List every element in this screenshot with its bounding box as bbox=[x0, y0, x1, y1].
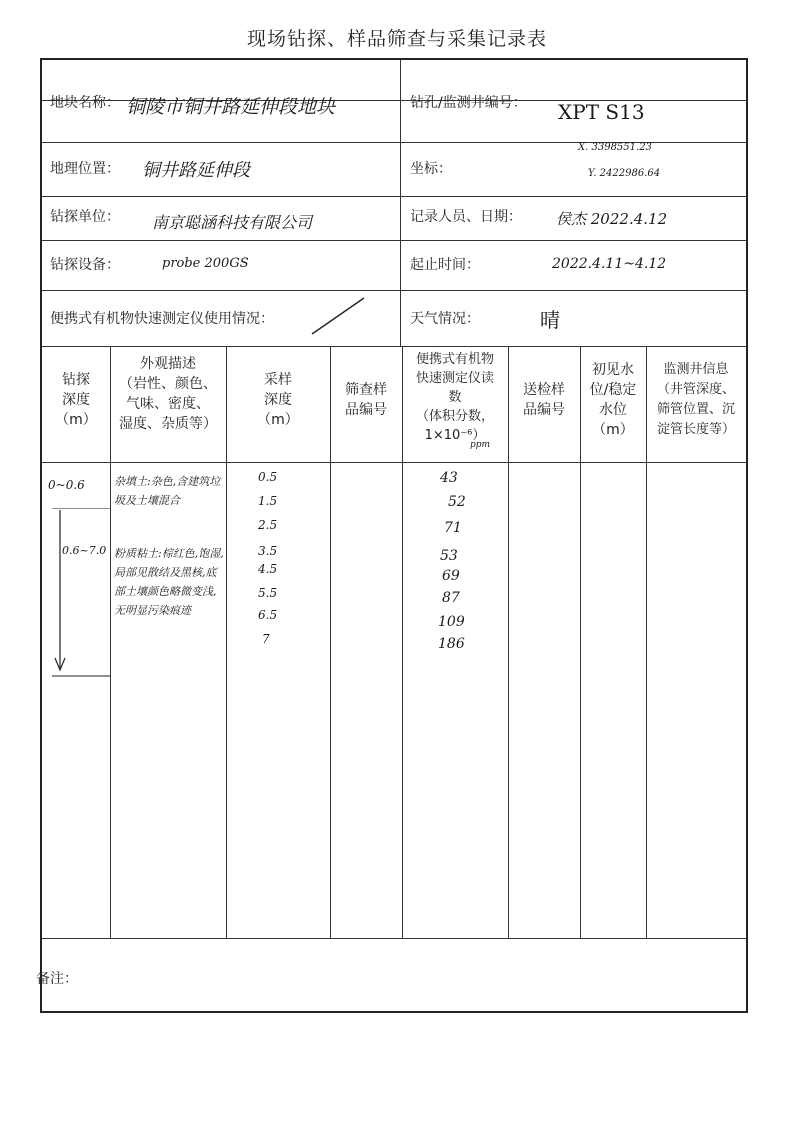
well-no-value: XPT S13 bbox=[558, 100, 645, 124]
row-divider bbox=[42, 346, 746, 347]
pid-unit-note: ppm bbox=[470, 440, 491, 450]
depth-arrow-mark bbox=[52, 508, 112, 678]
sample-depth: 5.5 bbox=[258, 586, 278, 600]
location-label: 地理位置： bbox=[50, 161, 120, 177]
recorder-value: 侯杰 2022.4.12 bbox=[556, 210, 668, 228]
col-header-text: 初见水 位/稳定 水位 （m） bbox=[589, 362, 637, 438]
pid-reading: 52 bbox=[448, 494, 466, 510]
page-title: 现场钻探、样品筛查与采集记录表 bbox=[246, 28, 547, 50]
coord-label: 坐标： bbox=[410, 161, 452, 177]
col-header-well-info bbox=[646, 360, 746, 440]
col-header-lab-sample-no bbox=[508, 380, 580, 420]
col-header-pid-reading bbox=[402, 350, 508, 445]
pid-reading: 186 bbox=[438, 636, 465, 652]
column-divider bbox=[400, 60, 401, 346]
row-divider bbox=[42, 196, 746, 197]
row-divider bbox=[42, 462, 746, 463]
recorder-label: 记录人员、日期： bbox=[410, 209, 522, 225]
depth-interval-2: 0.6~7.0 bbox=[62, 544, 107, 557]
col-header-text: 外观描述 （岩性、颜色、 气味、密度、 湿度、杂质等） bbox=[119, 356, 217, 432]
drill-unit-label: 钻探单位： bbox=[50, 209, 120, 225]
col-header-text: 监测井信息 （井管深度、 筛管位置、沉 淀管长度等） bbox=[656, 362, 735, 437]
sample-depth: 2.5 bbox=[258, 518, 278, 532]
weather-value: 晴 bbox=[540, 308, 560, 332]
drill-equipment-label: 钻探设备： bbox=[50, 257, 120, 273]
coord-y-value: Y. 2422986.64 bbox=[588, 168, 661, 179]
depth-interval-1: 0~0.6 bbox=[48, 478, 85, 492]
pid-reading: 109 bbox=[438, 614, 465, 630]
plot-name-label: 地块名称： bbox=[50, 95, 120, 111]
location-value: 铜井路延伸段 bbox=[142, 160, 250, 181]
record-form bbox=[36, 58, 748, 1013]
col-header-text: 筛查样 品编号 bbox=[345, 382, 387, 418]
appearance-desc-2: 粉质粘土:棕红色,饱湿,局部见散结及黑核,底部土壤颜色略微变浅,无明显污染痕迹 bbox=[114, 547, 224, 617]
pid-reading: 71 bbox=[444, 520, 462, 536]
sample-depth: 1.5 bbox=[258, 494, 278, 508]
sample-depth: 0.5 bbox=[258, 470, 278, 484]
drill-unit-value: 南京聪涵科技有限公司 bbox=[152, 213, 313, 232]
pid-usage-slash-mark bbox=[310, 296, 366, 336]
appearance-desc-1: 杂填土:杂色,含建筑垃圾及土壤混合 bbox=[114, 475, 221, 507]
pid-reading: 69 bbox=[442, 568, 460, 584]
col-header-text: 钻探 深度 （m） bbox=[55, 372, 97, 428]
pid-usage-label: 便携式有机物快速测定仪使用情况： bbox=[50, 311, 274, 327]
sample-depth: 3.5 bbox=[258, 544, 278, 558]
coord-x-value: X. 3398551.23 bbox=[578, 142, 652, 153]
col-header-screen-sample-no bbox=[330, 380, 402, 420]
column-divider bbox=[226, 346, 227, 938]
col-header-water-level bbox=[580, 360, 646, 440]
time-value: 2022.4.11~4.12 bbox=[552, 256, 667, 272]
pid-reading: 53 bbox=[440, 548, 458, 564]
col-header-sample-depth bbox=[226, 370, 330, 430]
remarks-label: 备注： bbox=[36, 971, 78, 987]
column-divider bbox=[330, 346, 331, 938]
pid-reading: 43 bbox=[440, 470, 458, 486]
pid-reading: 87 bbox=[442, 590, 460, 606]
weather-label: 天气情况： bbox=[410, 311, 480, 327]
sample-depth: 6.5 bbox=[258, 608, 278, 622]
col-header-text: 送检样 品编号 bbox=[523, 382, 565, 418]
col-header-text: 采样 深度 （m） bbox=[257, 372, 299, 428]
drill-equipment-value: probe 200GS bbox=[162, 256, 249, 271]
col-header-appearance bbox=[110, 354, 226, 434]
well-no-label: 钻孔/监测井编号： bbox=[410, 95, 527, 111]
sample-depth: 7 bbox=[262, 632, 270, 646]
time-label: 起止时间： bbox=[410, 257, 480, 273]
plot-name-value: 铜陵市铜井路延伸段地块 bbox=[126, 96, 336, 118]
col-header-text: 便携式有机物 快速测定仪读 数 （体积分数， 1×10⁻⁶） bbox=[415, 352, 494, 443]
sample-depth: 4.5 bbox=[258, 562, 278, 576]
row-divider bbox=[42, 938, 746, 939]
row-divider bbox=[42, 290, 746, 291]
column-divider bbox=[508, 346, 509, 938]
col-header-drill-depth bbox=[42, 370, 110, 430]
row-divider bbox=[42, 240, 746, 241]
